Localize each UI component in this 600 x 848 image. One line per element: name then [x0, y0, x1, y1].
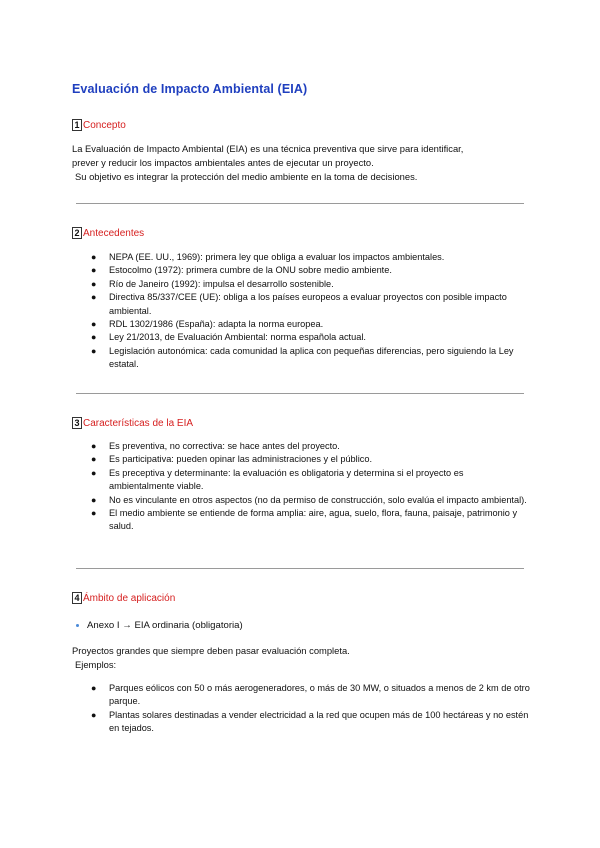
section-number-badge: 3 — [72, 417, 82, 429]
section-heading-label: Ámbito de aplicación — [83, 592, 176, 604]
paragraph-line: Ejemplos: — [75, 659, 117, 670]
bullet-icon: ● — [91, 332, 97, 343]
list-item: ● Legislación autonómica: cada comunidad la aplica con pequeñas diferencias, pero siguiendo la Ley estatal. — [91, 345, 514, 370]
bullet-icon: ● — [91, 319, 97, 330]
list-item: ● Estocolmo (1972): primera cumbre de la ONU sobre medio ambiente. — [90, 264, 530, 277]
section-number-badge: 4 — [72, 592, 82, 604]
paragraph-line: Su objetivo es integrar la protección del medio ambiente en la toma de decisiones. — [75, 171, 418, 182]
list-item: ● No es vinculante en otros aspectos (no da permiso de construcción, solo evalúa el impacto ambiental). — [90, 494, 530, 507]
list-item: ● Plantas solares destinadas a vender electricidad a la red que ocupen más de 100 hectáreas y no estén en tejados. — [91, 709, 529, 734]
bullet-icon: ● — [91, 508, 97, 519]
bullet-icon: ● — [91, 345, 97, 356]
section-heading-label: Características de la EIA — [83, 417, 194, 429]
antecedentes-list — [90, 251, 530, 372]
list-item: ● Ley 21/2013, de Evaluación Ambiental: norma española actual. — [90, 331, 530, 344]
section-divider — [76, 203, 524, 204]
section-divider — [76, 568, 524, 569]
bullet-icon: ● — [91, 494, 97, 505]
section-number-badge: 2 — [72, 227, 82, 239]
bullet-icon: ● — [91, 292, 97, 303]
list-item: ● Parques eólicos con 50 o más aerogeneradores, o más de 30 MW, o situados a menos de 2 km de otro parque. — [91, 683, 530, 707]
section-number-badge: 1 — [72, 119, 82, 131]
list-item: ● Río de Janeiro (1992): impulsa el desarrollo sostenible. — [90, 278, 530, 291]
section-heading-label: Concepto — [83, 119, 126, 131]
paragraph-line: La Evaluación de Impacto Ambiental (EIA) es una técnica preventiva que sirve para identificar, — [72, 143, 464, 154]
subitem-label: Anexo I → EIA ordinaria (obligatoria) — [87, 620, 243, 631]
section-heading-concepto — [72, 119, 126, 131]
paragraph-line: prever y reducir los impactos ambientales antes de ejecutar un proyecto. — [72, 157, 374, 168]
list-item: ● Directiva 85/337/CEE (UE): obliga a los países europeos a evaluar proyectos con posible impacto ambiental. — [91, 292, 507, 316]
anexo-subitem — [76, 620, 243, 631]
ambito-list — [90, 682, 530, 736]
list-item: ● El medio ambiente se entiende de forma amplia: aire, agua, suelo, flora, fauna, paisaje, patrimonio y salud. — [91, 508, 518, 532]
bullet-icon: ● — [91, 441, 97, 451]
bullet-icon: ● — [91, 454, 97, 465]
paragraph-line: Proyectos grandes que siempre deben pasar evaluación completa. — [72, 645, 350, 656]
caracteristicas-list — [90, 440, 530, 534]
bullet-icon — [76, 624, 79, 627]
bullet-icon: ● — [91, 265, 97, 276]
list-item: ● NEPA (EE. UU., 1969): primera ley que obliga a evaluar los impactos ambientales. — [90, 251, 530, 264]
list-item: ● RDL 1302/1986 (España): adapta la norma europea. — [90, 318, 530, 331]
concepto-paragraph — [72, 142, 532, 184]
ambito-paragraph — [72, 644, 532, 672]
page-title: Evaluación de Impacto Ambiental (EIA) — [72, 82, 308, 96]
bullet-icon: ● — [91, 467, 97, 478]
section-heading-ambito — [72, 592, 175, 604]
bullet-icon: ● — [91, 709, 97, 720]
section-heading-label: Antecedentes — [83, 227, 145, 239]
section-heading-caracteristicas — [72, 417, 193, 429]
section-divider — [76, 393, 524, 394]
section-heading-antecedentes — [72, 227, 144, 239]
list-item: ● Es preventiva, no correctiva: se hace antes del proyecto. — [90, 440, 530, 453]
list-item: ● Es participativa: pueden opinar las administraciones y el público. — [90, 453, 530, 466]
bullet-icon: ● — [91, 278, 97, 289]
bullet-icon: ● — [91, 683, 97, 693]
bullet-icon: ● — [91, 252, 97, 262]
list-item: ● Es preceptiva y determinante: la evaluación es obligatoria y determina si el proyecto es ambientalmente viable. — [91, 467, 464, 492]
